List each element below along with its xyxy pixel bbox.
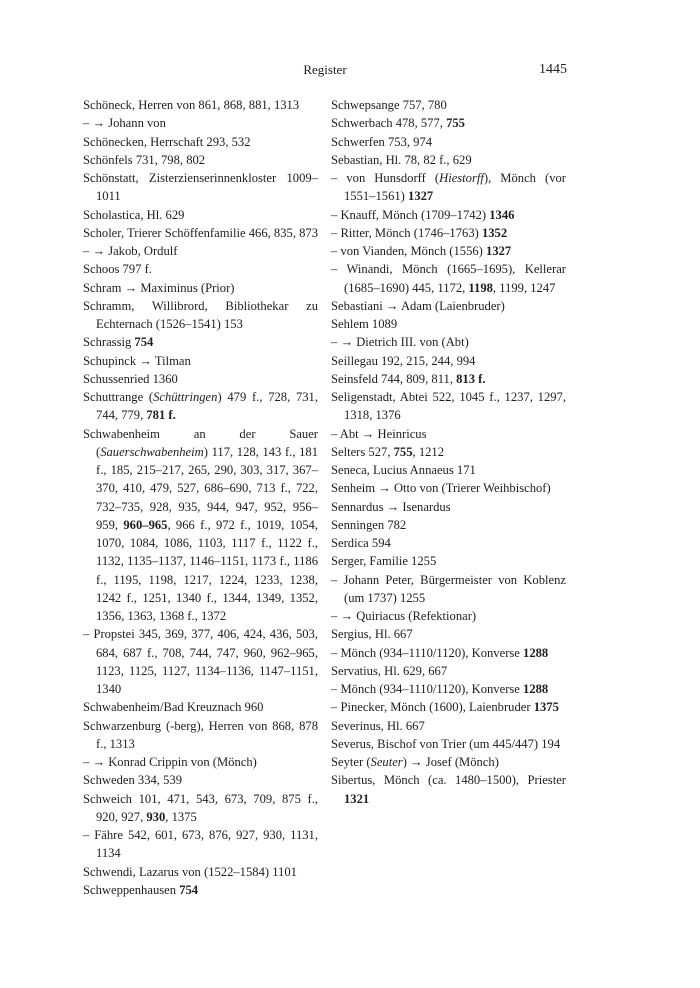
index-entry: Schwepsange 757, 780 [331,98,447,112]
index-entry: Sibertus, Mönch (ca. 1480–1500), Priester 1321 [331,773,566,806]
index-entry: Seligenstadt, Abtei 522, 1045 f., 1237, 1297, 1318, 1376 [331,390,566,423]
index-entry: Seneca, Lucius Annaeus 171 [331,463,476,477]
index-entry: – Mönch (934–1110/1120), Konverse 1288 [331,645,549,660]
index-entry: – Knauff, Mönch (1709–1742) 1346 [331,207,515,222]
page-number: 1445 [539,62,567,77]
index-entry: – → Dietrich III. von (Abt) [331,335,469,350]
index-entry: – Abt → Heinricus [331,426,427,441]
index-entry: Selters 527, 755, 1212 [331,444,444,459]
index-entry: Schramm, Willibrord, Bibliothekar zu Echternach (1526–1541) 153 [83,298,318,331]
index-entry: Schwabenheim/Bad Kreuznach 960 [83,700,264,715]
index-entry: – Fähre 542, 601, 673, 876, 927, 930, 1131, 1134 [83,828,318,861]
index-entry: Schweppenhausen 754 [83,882,199,897]
index-column-left [83,96,318,899]
index-entry: – Ritter, Mönch (1746–1763) 1352 [331,225,508,240]
index-entry: Schussenried 1360 [83,371,178,386]
index-entry: – Mönch (934–1110/1120), Konverse 1288 [331,682,549,696]
index-column-right [331,96,566,808]
index-entry: Scholastica, Hl. 629 [83,207,185,222]
index-entry: Schönfels 731, 798, 802 [83,152,206,167]
index-entry: – Propstei 345, 369, 377, 406, 424, 436, 503, 684, 687 f., 708, 744, 747, 960, 962–965, 1123, 1125, 1127, 1134–1136, 1147–1151, 1340 [83,627,318,696]
index-entry: Schwerfen 753, 974 [331,134,433,149]
index-entry: Schönstatt, Zisterzienserinnenkloster 1009–1011 [83,171,318,204]
index-entry: Schupinck → Tilman [83,353,191,368]
index-entry: Sergius, Hl. 667 [331,627,413,642]
index-entry: Schweich 101, 471, 543, 673, 709, 875 f., 920, 927, 930, 1375 [83,791,318,824]
index-entry: Sennardus → Isenardus [331,499,451,514]
index-entry: – → Johann von [83,116,166,131]
index-entry: Sebastiani → Adam (Laienbruder) [331,298,505,313]
index-entry: – Johann Peter, Bürgermeister von Koblenz (um 1737) 1255 [331,572,566,605]
index-entry: – → Konrad Crippin von (Mönch) [83,755,257,769]
index-entry: Schwarzenburg (-berg), Herren von 868, 878 f., 1313 [83,718,318,751]
index-entry: Schwerbach 478, 577, 755 [331,116,465,131]
index-entry: Senheim → Otto von (Trierer Weihbischof) [331,481,551,496]
index-entry: Seillegau 192, 215, 244, 994 [331,353,476,368]
index-entry: Schoos 797 f. [83,262,152,277]
index-entry: Severinus, Hl. 667 [331,718,425,733]
index-entry: Schwabenheim an der Sauer (Sauerschwabenheim) 117, 128, 143 f., 181 f., 185, 215–217, 265, 290, 303, 317, 367–370, 410, 479, 527, 686–690, 713 f., 722, 732–735, 928, 935, 944, 947, 952, 956–959, 960–965, 966 f., 972 f., 1019, 1054, 1070, 1084, 1086, 1103, 1117 f., 1122 f., 1132, 1135–1137, 1146–1151, 1173 f., 1186 f., 1195, 1198, 1217, 1224, 1233, 1238, 1242 f., 1251, 1340 f., 1344, 1349, 1352, 1356, 1363, 1368 f., 1372 [83,426,318,623]
index-entry: Serger, Familie 1255 [331,554,437,569]
index-entry: Sehlem 1089 [331,317,398,331]
index-entry: Schönecken, Herrschaft 293, 532 [83,134,251,149]
header-title: Register [303,62,347,77]
running-header [83,62,567,82]
index-entry: – Winandi, Mönch (1665–1695), Kellerar (1685–1690) 445, 1172, 1198, 1199, 1247 [331,262,566,295]
index-entry: Schweden 334, 539 [83,773,182,788]
index-entry: – Pinecker, Mönch (1600), Laienbruder 1375 [331,700,559,715]
index-entry: Schram → Maximinus (Prior) [83,280,235,295]
index-entry: – von Hunsdorff (Hiestorff), Mönch (vor 1551–1561) 1327 [331,171,566,204]
index-entry: – → Jakob, Ordulf [83,244,178,258]
index-entry: Seinsfeld 744, 809, 811, 813 f. [331,371,486,386]
index-entry: Seyter (Seuter) → Josef (Mönch) [331,755,499,769]
index-entry: – von Vianden, Mönch (1556) 1327 [331,244,512,258]
index-entry: Schöneck, Herren von 861, 868, 881, 1313 [83,98,300,112]
index-entry: Schwendi, Lazarus von (1522–1584) 1101 [83,864,297,879]
index-entry: Senningen 782 [331,517,407,532]
index-entry: Servatius, Hl. 629, 667 [331,663,448,678]
index-entry: Serdica 594 [331,536,391,550]
index-entry: Schuttrange (Schüttringen) 479 f., 728, 731, 744, 779, 781 f. [83,390,318,423]
index-entry: Sebastian, Hl. 78, 82 f., 629 [331,152,472,167]
index-entry: Schrassig 754 [83,335,154,350]
index-entry: Scholer, Trierer Schöffenfamilie 466, 835, 873 [83,225,319,240]
index-entry: – → Quiriacus (Refektionar) [331,609,477,623]
index-entry: Severus, Bischof von Trier (um 445/447) 194 [331,736,561,751]
